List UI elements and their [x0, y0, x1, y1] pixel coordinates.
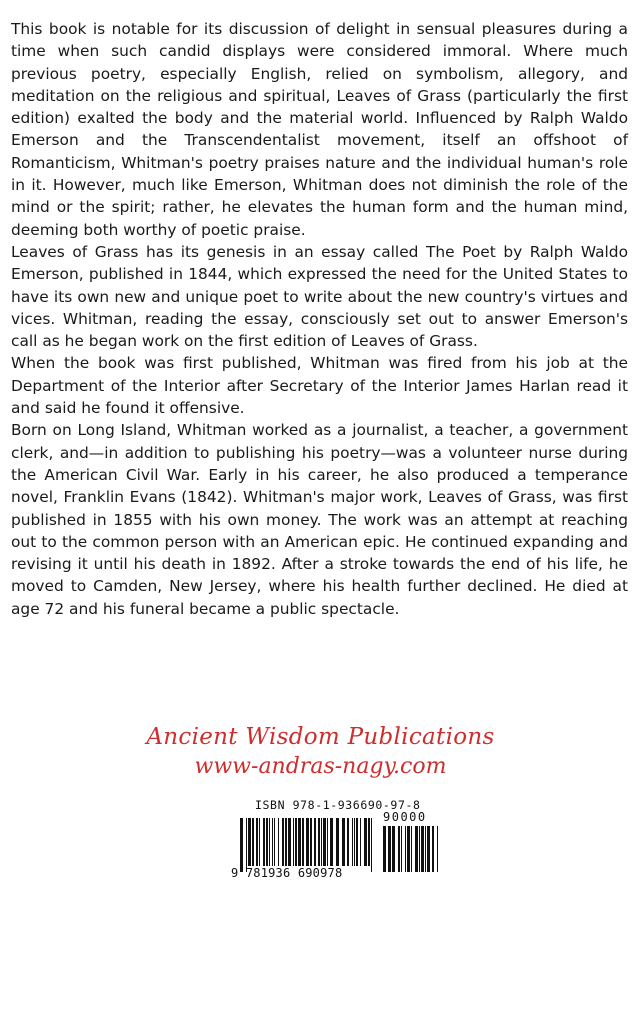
barcode-bar [274, 818, 275, 866]
barcode-bar [383, 826, 386, 872]
barcode-bar [252, 818, 254, 866]
barcode-bar [330, 818, 333, 866]
barcode-bar [295, 818, 297, 866]
barcode-bar [421, 826, 424, 872]
barcode-bar [432, 826, 434, 872]
barcode-bar [293, 818, 294, 866]
barcode-bar [314, 818, 316, 866]
barcode-bar [256, 818, 258, 866]
barcode-bar [248, 818, 251, 866]
barcode-bar [398, 826, 400, 872]
barcode-bar [269, 818, 270, 866]
barcode-bar [368, 818, 370, 866]
barcode-bar [347, 818, 349, 866]
barcode-bar [259, 818, 260, 866]
barcode-bar [240, 818, 243, 872]
barcode-bar [437, 826, 438, 872]
barcode-bar [364, 818, 367, 866]
publisher-name: Ancient Wisdom Publications [146, 724, 495, 750]
paragraph-biography: Born on Long Island, Whitman worked as a journalist, a teacher, a government clerk, and—in addition to publishing his poetry—was a volunteer nurse during the American Civil War. Early in his career, he also produced a temperance novel, Franklin Evans (1842). Whitman's major work, Leaves of Grass, was first published in 1855 with his own money. The work was an attempt at reaching out to the common person with an American epic. He continued expanding and revising it until his death in 1892. After a stroke towards the end of his life, he moved to Camden, New Jersey, where his health further declined. He died at age 72 and his funeral became a public spectacle. [11, 421, 628, 618]
barcode-bar [356, 818, 358, 866]
barcode-bar [371, 818, 372, 872]
barcode-main-digits: 9 781936 690978 [231, 866, 343, 880]
paragraph-fired: When the book was first published, Whitman was fired from his job at the Department of the Interior after Secretary of the Interior James Harlan read it and said he found it offensive. [11, 354, 628, 418]
barcode-bar [310, 818, 312, 866]
barcode-bar [405, 826, 406, 872]
barcode-bar [427, 826, 430, 872]
barcode-bar [306, 818, 309, 866]
barcode-bar [407, 826, 410, 872]
barcode-bar [321, 818, 322, 866]
barcode-bar [425, 826, 426, 872]
barcode-bar [411, 826, 412, 872]
barcode-bar [266, 818, 268, 866]
barcode-bar [415, 826, 418, 872]
barcode-bar [354, 818, 355, 866]
paragraph-sensual-pleasures: This book is notable for its discussion of delight in sensual pleasures during a time when such candid displays were considered immoral. Where much previous poetry, especially English, relied on symbolism, allegory, and meditation on the religious and spiritual, Leaves of Grass (particularly the first edition) exalted the body and the material world. Influenced by Ralph Waldo Emerson and the Transcendentalist movement, itself an offshoot of Romanticism, Whitman's poetry praises nature and the individual human's role in it. However, much like Emerson, Whitman does not diminish the role of the mind or the spirit; rather, he elevates the human form and the human mind, deeming both worthy of poetic praise. [11, 20, 628, 239]
barcode-bar [342, 818, 345, 866]
barcode-bar [318, 818, 320, 866]
barcode-bar [302, 818, 304, 866]
barcode-bar [285, 818, 287, 866]
barcode-bar [392, 826, 395, 872]
publisher-url: www-andras-nagy.com [194, 754, 447, 779]
isbn-label: ISBN 978-1-936690-97-8 [255, 798, 421, 812]
barcode-bar [246, 818, 247, 872]
barcode-bar [419, 826, 420, 872]
barcode-bar [282, 818, 284, 866]
barcode-bar [352, 818, 353, 866]
barcode-bar [360, 818, 361, 866]
paragraph-genesis: Leaves of Grass has its genesis in an essay called The Poet by Ralph Waldo Emerson, published in 1844, which expressed the need for the United States to have its own new and unique poet to write about the new country's virtues and vices. Whitman, reading the essay, consciously set out to answer Emerson's call as he began work on the first edition of Leaves of Grass. [11, 242, 628, 351]
barcode-bar [336, 818, 339, 866]
barcode-bar [388, 826, 391, 872]
barcode-main-bars [240, 818, 372, 872]
barcode-bar [323, 818, 326, 866]
barcode-bar [272, 818, 273, 866]
barcode-bar [278, 818, 279, 866]
barcode-bar [288, 818, 291, 866]
barcode-addon-digits: 90000 [383, 810, 427, 824]
barcode-bar [298, 818, 301, 866]
barcode-bar [263, 818, 265, 866]
barcode-bar [401, 826, 402, 872]
barcode-bar [327, 818, 328, 866]
